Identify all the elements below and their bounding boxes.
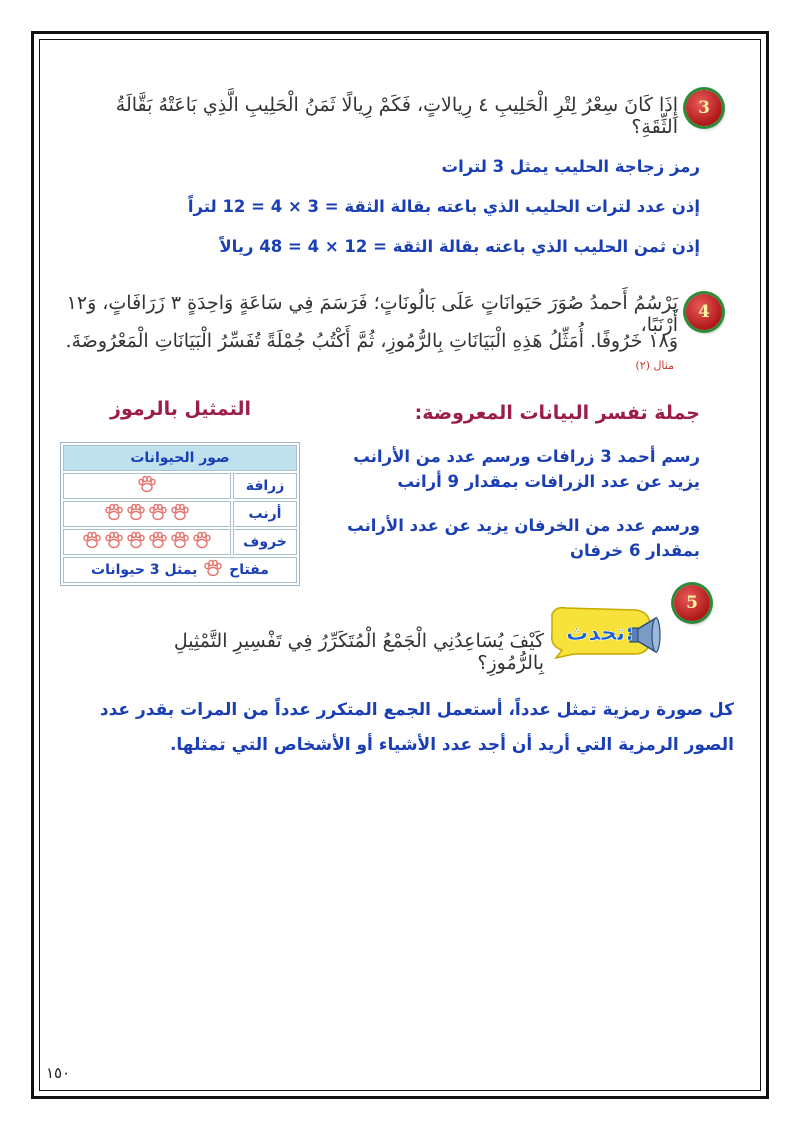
paw-icon <box>126 531 146 553</box>
question-5-number: 5 <box>674 585 710 621</box>
row-symbols-sheep <box>63 529 231 555</box>
row-label-sheep: خروف <box>233 529 297 555</box>
pictograph-table <box>60 442 300 586</box>
pictograph-title: صور الحيوانات <box>63 445 297 471</box>
sentence-2-line-1: ورسم عدد من الخرفان يزيد عن عدد الأرانب <box>347 516 700 535</box>
paw-icon <box>137 475 157 497</box>
heading-pictograph: التمثيل بالرموز <box>110 398 252 420</box>
q3-answer-line-1: رمز زجاجة الحليب يمثل 3 لترات <box>441 157 700 176</box>
paw-icon <box>126 503 146 525</box>
talk-label: تحدث: <box>566 621 634 646</box>
row-symbols-rabbit <box>63 501 231 527</box>
paw-icon <box>148 503 168 525</box>
sentence-1-line-2: يزيد عن عدد الزرافات بمقدار 9 أرانب <box>397 472 700 491</box>
q3-answer-line-2: إذن عدد لترات الحليب الذي باعته بقالة الثقة = 3 × 4 = 12 لتراً <box>187 197 700 216</box>
row-label-rabbit: أرنب <box>233 501 297 527</box>
row-symbols-giraffe <box>63 473 231 499</box>
q3-answer-line-3: إذن ثمن الحليب الذي باعته بقالة الثقة = 12 × 4 = 48 ريالاً <box>219 237 700 256</box>
page-number: ١٥٠ <box>46 1064 71 1082</box>
q5-answer-line-2: الصور الرمزية التي أريد أن أجد عدد الأشياء أو الأشخاص التي تمثلها. <box>169 735 734 755</box>
pictograph-key <box>63 557 297 583</box>
question-4-text-line-1: يَرْسُمُ أَحمدُ صُوَرَ حَيَوانَاتٍ عَلَى بَالُونَاتٍ؛ فَرَسَمَ فِي سَاعَةٍ وَاحِدَةٍ ٣ زَرَافَاتٍ، وَ١٢ أَرْنَبًا، <box>66 292 678 336</box>
q5-answer-line-1: كل صورة رمزية تمثل عدداً، أستعمل الجمع المتكرر عدداً من المرات بقدر عدد <box>99 700 734 720</box>
paw-icon <box>82 531 102 553</box>
key-value: يمثل 3 حيوانات <box>91 562 198 578</box>
question-5-text: كَيْفَ يُسَاعِدُنِي الْجَمْعُ الْمُتَكَرِّرُ فِي تَفْسِيرِ التَّمْثِيلِ بِالرُّمُوزِ؟ <box>173 630 544 674</box>
question-4-line-2-text: وَ١٨ خَرُوفًا. أُمَثِّلُ هَذِهِ الْبَيَانَاتِ بِالرُّمُوزِ، ثُمَّ أَكْتُبُ جُمْلَةً تُفَسِّرُ الْبَيَانَاتِ الْمَعْرُوضَةَ. <box>65 330 678 352</box>
talk-megaphone-icon <box>546 602 666 660</box>
paw-icon <box>148 531 168 553</box>
paw-icon <box>203 559 223 581</box>
paw-icon <box>170 503 190 525</box>
paw-icon <box>104 531 124 553</box>
pictograph-key-row <box>63 557 297 583</box>
heading-explanation: جملة تفسر البيانات المعروضة: <box>414 402 700 424</box>
paw-icon <box>170 531 190 553</box>
sentence-1-line-1: رسم أحمد 3 زرافات ورسم عدد من الأرانب <box>353 447 700 466</box>
key-label: مفتاح <box>229 562 269 578</box>
example-reference: مثال (٢) <box>635 359 674 372</box>
pictograph-row-rabbit <box>63 501 297 527</box>
paw-icon <box>104 503 124 525</box>
row-label-giraffe: زرافة <box>233 473 297 499</box>
question-4-number: 4 <box>686 294 722 330</box>
pictograph-row-sheep <box>63 529 297 555</box>
question-3-number: 3 <box>686 90 722 126</box>
pictograph-header-row <box>63 445 297 471</box>
pictograph-row-giraffe <box>63 473 297 499</box>
question-4-text-line-2 <box>58 330 678 374</box>
paw-icon <box>192 531 212 553</box>
question-3-text: إِذَا كَانَ سِعْرُ لِتْرِ الْحَلِيبِ ٤ رِيالاتٍ، فَكَمْ رِيالًا ثَمَنُ الْحَلِيبِ الَّذِي بَاعَتْهُ بَقَّالَةُ الثِّقَةِ؟ <box>115 94 678 138</box>
sentence-2-line-2: بمقدار 6 خرفان <box>569 541 700 560</box>
